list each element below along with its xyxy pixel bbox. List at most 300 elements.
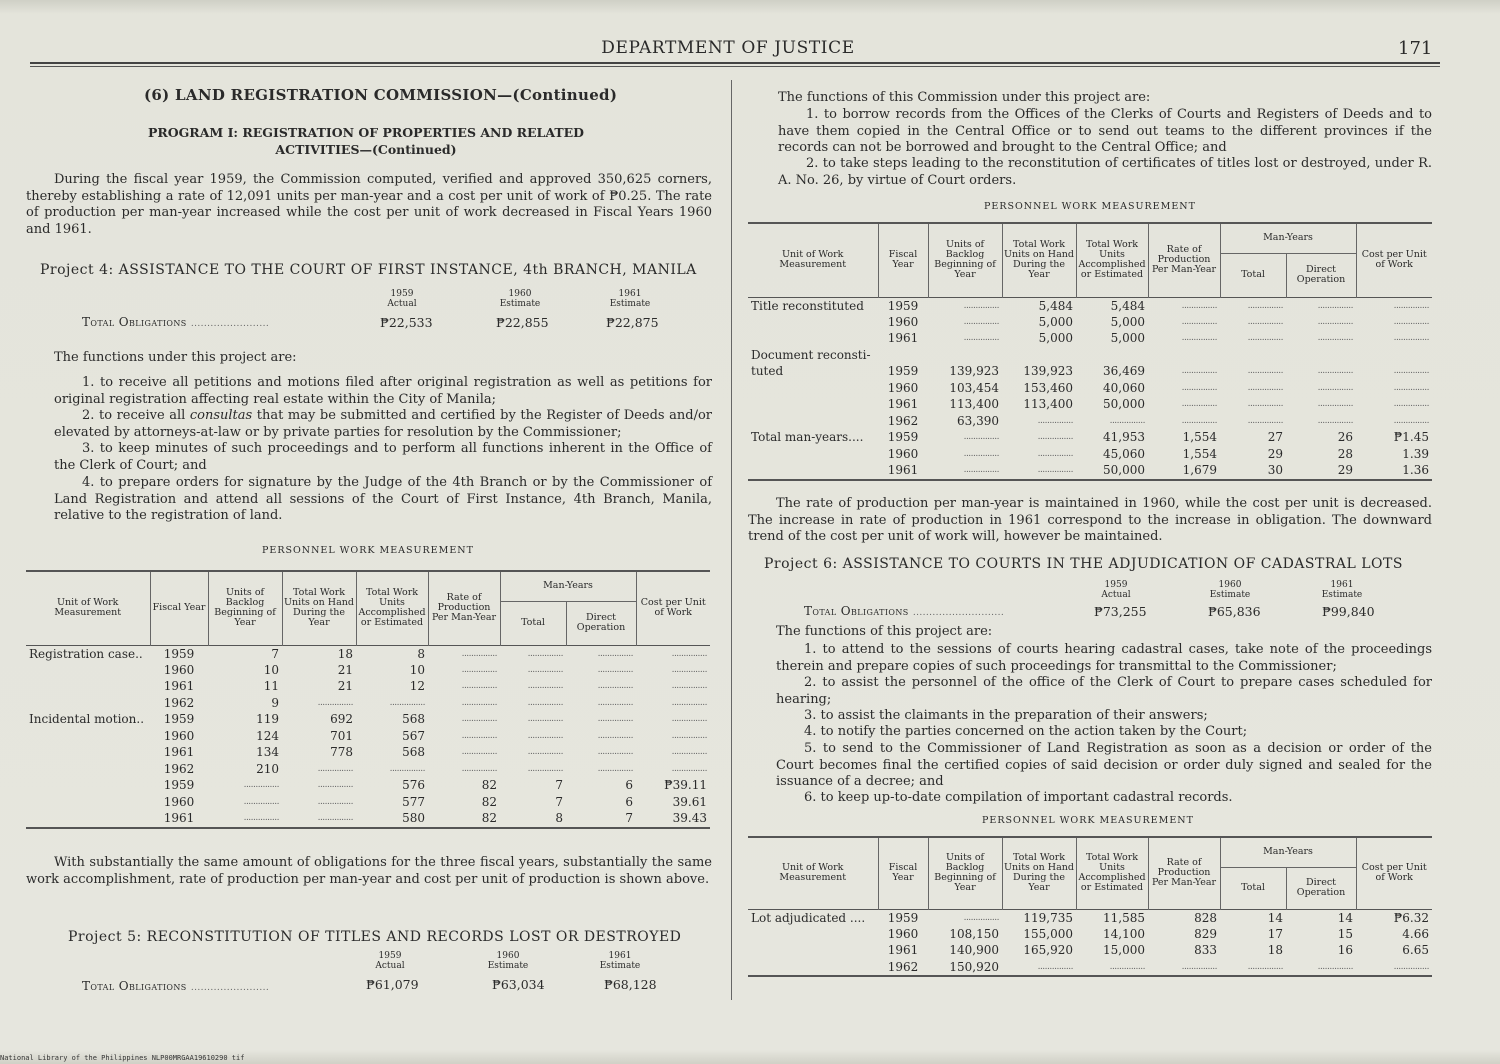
cell-backlog: 9 (271, 695, 279, 710)
th-on-hand: Total Work Units on Hand During the Year (282, 571, 356, 645)
cell-year: 1959 (163, 712, 195, 727)
leader-dots: ............... (1247, 382, 1283, 393)
cell-direct: 28 (1337, 446, 1353, 461)
cell-cost: 1.39 (1402, 446, 1429, 461)
leader-dots: ............... (671, 664, 707, 675)
leader-dots: ............... (243, 780, 279, 791)
cell-on-hand: 139,923 (1023, 364, 1073, 379)
empty-cell (1356, 347, 1432, 364)
empty-cell (1220, 347, 1286, 364)
th-accomplished: Total Work Units Accomplished or Estimated (1076, 223, 1148, 297)
cell-on-hand: 18 (337, 646, 353, 661)
th-rate: Rate of Production Per Man-Year (1148, 223, 1220, 297)
table-row (748, 413, 1432, 430)
cell-backlog: 108,150 (949, 926, 999, 941)
cell-direct: 26 (1337, 430, 1353, 445)
cell-backlog: 113,400 (949, 397, 999, 412)
empty-cell (748, 462, 878, 480)
cell-total: 29 (1267, 446, 1283, 461)
cell-cost: ₱39.11 (664, 778, 707, 793)
leader-dots: ............... (389, 763, 425, 774)
table-row (748, 446, 1432, 463)
p5-total-label: Total Obligations ........................ (82, 979, 270, 993)
header-rule-thin (30, 66, 1440, 67)
th-accomplished: Total Work Units Accomplished or Estimated (1076, 837, 1148, 909)
cell-direct: 15 (1337, 926, 1353, 941)
cell-cost: 6.65 (1402, 943, 1429, 958)
cell-on-hand: 701 (330, 728, 353, 743)
leader-dots: ............... (1317, 333, 1353, 344)
cell-acc: 45,060 (1103, 446, 1145, 461)
table-row (748, 380, 1432, 397)
table-row (26, 810, 710, 828)
th-cost: Cost per Unit of Work (1356, 223, 1432, 297)
leader-dots: ............... (527, 681, 563, 692)
cell-acc: 5,000 (1110, 314, 1145, 329)
cell-cost: ₱6.32 (1393, 910, 1429, 925)
leader-dots: ............... (963, 448, 999, 459)
p6-functions-intro: The functions of this project are: (776, 624, 993, 639)
p6-function-2: 2. to assist the personnel of the office of the Clerk of Court to prepare cases scheduled for hearing; (776, 675, 1432, 707)
empty-cell (26, 794, 150, 811)
table-row (26, 711, 710, 728)
empty-cell (748, 396, 878, 413)
p5-work-measurement-table (748, 222, 1432, 481)
cell-acc: 40,060 (1103, 380, 1145, 395)
th-fiscal: Fiscal Year (878, 837, 928, 909)
cell-total: 7 (555, 778, 563, 793)
leader-dots: ............... (597, 697, 633, 708)
cell-year: 1959 (163, 778, 195, 793)
cell-rate: 82 (481, 778, 497, 793)
th-backlog: Units of Backlog Beginning of Year (208, 571, 282, 645)
th-fiscal: Fiscal Year (150, 571, 208, 645)
cell-year: 1962 (887, 959, 919, 974)
th-man-years: Man-Years (1220, 837, 1356, 867)
cell-cost: 39.61 (672, 794, 707, 809)
th-direct: Direct Operation (566, 601, 636, 645)
empty-cell (748, 926, 878, 943)
p4-pwm-caption: PERSONNEL WORK MEASUREMENT (262, 545, 474, 556)
cell-acc: 567 (402, 728, 425, 743)
column-divider (731, 80, 732, 1000)
cell-year: 1959 (887, 910, 919, 925)
table-row (748, 396, 1432, 413)
leader-dots: ............... (1317, 300, 1353, 311)
empty-cell (26, 810, 150, 828)
cell-label: Lot adjudicated .... (751, 910, 866, 925)
leader-dots: ............... (461, 714, 497, 725)
p6-pwm-caption: PERSONNEL WORK MEASUREMENT (982, 815, 1194, 826)
leader-dots: ............... (1037, 465, 1073, 476)
p4-function-2: 2. to receive all consultas that may be submitted and certified by the Register of Deeds and/or elevated by attorneys-at-law or by private parties for resolution by the Commissioner; (54, 408, 712, 440)
empty-cell (748, 959, 878, 977)
p5-functions-intro: The functions of this Commission under this project are: (778, 90, 1151, 105)
cell-on-hand: 778 (330, 745, 353, 760)
leader-dots: ............... (461, 664, 497, 675)
cell-acc: 15,000 (1103, 943, 1145, 958)
p5-function-1: 1. to borrow records from the Offices of the Clerks of Courts and Registers of Deeds and to have them copied in the Central Office or to send out teams to the different provinces if the records can not be borrowed and brought to the Central Office; and (778, 107, 1432, 155)
th-accomplished: Total Work Units Accomplished or Estimated (356, 571, 428, 645)
p5-total-1959: ₱61,079 (366, 977, 419, 992)
empty-cell (748, 330, 878, 347)
header-rule (30, 62, 1440, 64)
cell-year: 1959 (887, 430, 919, 445)
cell-total: 17 (1267, 926, 1283, 941)
leader-dots: ............... (1247, 366, 1283, 377)
leader-dots: ............... (461, 648, 497, 659)
cell-label: Incidental motion.. (29, 712, 145, 727)
empty-cell (1002, 347, 1076, 364)
leader-dots: ............... (1393, 961, 1429, 972)
empty-cell (928, 347, 1002, 364)
table-row (26, 744, 710, 761)
cell-year: 1959 (163, 646, 195, 661)
leader-dots: ............... (243, 796, 279, 807)
cell-acc: 10 (409, 662, 425, 677)
cell-year: 1961 (887, 331, 919, 346)
cell-acc: 5,000 (1110, 331, 1145, 346)
cell-year: 1959 (887, 364, 919, 379)
p6-function-4: 4. to notify the parties concerned on the action taken by the Court; (804, 724, 1248, 739)
project-6-title: Project 6: ASSISTANCE TO COURTS IN THE ADJUDICATION OF CADASTRAL LOTS (764, 556, 1403, 572)
leader-dots: ............... (1181, 415, 1217, 426)
cell-rate: 1,554 (1182, 446, 1217, 461)
cell-acc: 50,000 (1103, 463, 1145, 478)
p6-function-6: 6. to keep up-to-date compilation of important cadastral records. (804, 790, 1233, 805)
p6-col-1960: 1960 Estimate (1209, 580, 1251, 600)
leader-dots: ............... (671, 648, 707, 659)
leader-dots: ............... (963, 333, 999, 344)
cell-year: 1960 (887, 446, 919, 461)
cell-acc: 8 (417, 646, 425, 661)
leader-dots: ............... (671, 681, 707, 692)
cell-year: 1961 (887, 397, 919, 412)
p6-total-1961: ₱99,840 (1322, 604, 1375, 619)
leader-dots: ............... (1393, 366, 1429, 377)
leader-dots: ............... (527, 648, 563, 659)
p4-total-1959: ₱22,533 (380, 315, 433, 330)
p6-total-label: Total Obligations ............................ (804, 604, 1005, 618)
scan-footer-note: National Library of the Philippines NLP00MRGAA19610290 tif (0, 1054, 245, 1062)
leader-dots: ............... (461, 730, 497, 741)
leader-dots: ............... (1181, 399, 1217, 410)
cell-backlog: 7 (271, 646, 279, 661)
project-5-title: Project 5: RECONSTITUTION OF TITLES AND RECORDS LOST OR DESTROYED (68, 929, 682, 945)
cell-label: Registration case.. (29, 646, 143, 661)
cell-rate: 1,554 (1182, 430, 1217, 445)
cell-acc: 5,484 (1110, 298, 1145, 313)
cell-on-hand: 21 (337, 662, 353, 677)
table-row (748, 926, 1432, 943)
cell-year: 1961 (887, 943, 919, 958)
leader-dots: ............... (1037, 961, 1073, 972)
leader-dots: ............... (317, 813, 353, 824)
cell-acc: 577 (402, 794, 425, 809)
cell-year: 1960 (163, 794, 195, 809)
cell-label: Total man-years.... (751, 430, 864, 445)
leader-dots: ............... (527, 664, 563, 675)
cell-backlog: 63,390 (957, 413, 999, 428)
p4-summary: With substantially the same amount of obligations for the three fiscal years, substantially the same work accomplishment, rate of production per man-year and cost per unit of production is shown above. (26, 855, 712, 887)
p4-function-4: 4. to prepare orders for signature by the Judge of the 4th Branch or by the Commissioner of Land Registration and attend all sessions of the Court of First Instance, 4th Branch, Manila, relative to the registration of land. (54, 475, 712, 523)
table-row (748, 297, 1432, 314)
p5-col-1959: 1959 Actual (375, 951, 405, 971)
table-row (26, 728, 710, 745)
table-row (26, 777, 710, 794)
p6-total-1960: ₱65,836 (1208, 604, 1261, 619)
leader-dots: ............... (597, 730, 633, 741)
cell-direct: 6 (625, 794, 633, 809)
cell-total: 30 (1267, 463, 1283, 478)
leader-dots: ............... (1247, 333, 1283, 344)
leader-dots: ............... (1037, 415, 1073, 426)
leader-dots: ............... (963, 912, 999, 923)
cell-backlog: 140,900 (949, 943, 999, 958)
cell-rate: 833 (1194, 943, 1217, 958)
table-row (748, 330, 1432, 347)
empty-cell (878, 347, 928, 364)
leader-dots: ............... (461, 747, 497, 758)
cell-year: 1961 (163, 679, 195, 694)
table-row (26, 662, 710, 679)
p5-col-1961: 1961 Estimate (599, 951, 641, 971)
leader-dots: ............... (527, 730, 563, 741)
cell-backlog: 11 (263, 679, 279, 694)
cell-rate: 829 (1194, 926, 1217, 941)
leader-dots: ............... (461, 763, 497, 774)
leader-dots: ............... (1181, 300, 1217, 311)
leader-dots: ............... (527, 714, 563, 725)
empty-cell (1286, 347, 1356, 364)
leader-dots: ............... (1393, 316, 1429, 327)
cell-backlog: 103,454 (949, 380, 999, 395)
leader-dots: ............... (389, 697, 425, 708)
table-row (26, 794, 710, 811)
empty-cell (26, 695, 150, 712)
cell-backlog: 124 (256, 728, 279, 743)
th-rate: Rate of Production Per Man-Year (428, 571, 500, 645)
cell-total: 18 (1267, 943, 1283, 958)
p4-col-1960: 1960 Estimate (499, 289, 541, 309)
leader-dots: ............... (1393, 382, 1429, 393)
table-row (748, 959, 1432, 977)
leader-dots: ............... (1181, 961, 1217, 972)
leader-dots: ............... (597, 747, 633, 758)
leader-dots: ............... (1317, 316, 1353, 327)
empty-cell (748, 314, 878, 331)
empty-cell (26, 662, 150, 679)
cell-acc: 36,469 (1103, 364, 1145, 379)
cell-year: 1960 (163, 662, 195, 677)
cell-year: 1962 (163, 695, 195, 710)
leader-dots: ............... (1181, 382, 1217, 393)
cell-on-hand: 5,000 (1038, 331, 1073, 346)
cell-backlog: 150,920 (949, 959, 999, 974)
leader-dots: ............... (597, 664, 633, 675)
cell-backlog: 139,923 (949, 364, 999, 379)
p4-total-1960: ₱22,855 (496, 315, 549, 330)
empty-cell (1148, 347, 1220, 364)
cell-year: 1960 (163, 728, 195, 743)
empty-cell (26, 761, 150, 778)
cell-cost: ₱1.45 (1393, 430, 1429, 445)
cell-on-hand: 165,920 (1023, 943, 1073, 958)
p6-function-1: 1. to attend to the sessions of courts hearing cadastral cases, take note of the proceedings therein and prepare copies of such proceedings for transmittal to the Commissioner; (776, 642, 1432, 674)
table-row (748, 314, 1432, 331)
cell-rate: 828 (1194, 910, 1217, 925)
cell-label: Title reconstituted (751, 298, 864, 313)
leader-dots: ............... (1247, 316, 1283, 327)
cell-on-hand: 692 (330, 712, 353, 727)
leader-dots: ............... (461, 681, 497, 692)
cell-year: 1960 (887, 314, 919, 329)
th-fiscal: Fiscal Year (878, 223, 928, 297)
leader-dots: ............... (671, 747, 707, 758)
project-4-title: Project 4: ASSISTANCE TO THE COURT OF FIRST INSTANCE, 4th BRANCH, MANILA (40, 262, 697, 278)
p4-function-1: 1. to receive all petitions and motions filed after original registration as well as petitions for original registration affecting real estate within the City of Manila; (54, 375, 712, 407)
leader-dots: ............... (243, 813, 279, 824)
th-direct: Direct Operation (1286, 867, 1356, 909)
leader-dots: ............... (671, 697, 707, 708)
th-on-hand: Total Work Units on Hand During the Year (1002, 223, 1076, 297)
leader-dots: ............... (1317, 366, 1353, 377)
leader-dots: ............... (963, 300, 999, 311)
empty-cell (26, 744, 150, 761)
page-number: 171 (1398, 38, 1433, 59)
th-unit: Unit of Work Measurement (748, 837, 878, 909)
running-header: DEPARTMENT OF JUSTICE (601, 38, 855, 58)
leader-dots: ............... (1247, 300, 1283, 311)
section-title: (6) LAND REGISTRATION COMMISSION—(Continued) (144, 86, 618, 104)
cell-acc: 568 (402, 712, 425, 727)
p6-total-1959: ₱73,255 (1094, 604, 1147, 619)
empty-cell (748, 380, 878, 397)
leader-dots: ............... (671, 730, 707, 741)
th-rate: Rate of Production Per Man-Year (1148, 837, 1220, 909)
program-title (86, 124, 646, 158)
cell-on-hand: 155,000 (1023, 926, 1073, 941)
p6-col-1959: 1959 Actual (1101, 580, 1131, 600)
th-man-years: Man-Years (500, 571, 636, 601)
cell-on-hand: 21 (337, 679, 353, 694)
leader-dots: ............... (597, 714, 633, 725)
cell-year: 1959 (887, 298, 919, 313)
cell-rate: 82 (481, 811, 497, 826)
leader-dots: ............... (1181, 333, 1217, 344)
p4-col-1959: 1959 Actual (387, 289, 417, 309)
p5-total-1961: ₱68,128 (604, 977, 657, 992)
cell-acc: 580 (402, 811, 425, 826)
leader-dots: ............... (1317, 961, 1353, 972)
cell-year: 1961 (163, 745, 195, 760)
cell-direct: 14 (1337, 910, 1353, 925)
p6-function-5: 5. to send to the Commissioner of Land Registration as soon as a decision or order of the Court becomes final the certified copies of said decision or order duly signed and sealed for the issuance of a decree; and (776, 741, 1432, 789)
p4-col-1961: 1961 Estimate (609, 289, 651, 309)
leader-dots: ............... (597, 763, 633, 774)
th-direct: Direct Operation (1286, 253, 1356, 297)
leader-dots: ............... (963, 432, 999, 443)
leader-dots: ............... (671, 763, 707, 774)
cell-total: 7 (555, 794, 563, 809)
empty-cell (748, 413, 878, 430)
th-cost: Cost per Unit of Work (1356, 837, 1432, 909)
leader-dots: ............... (317, 796, 353, 807)
th-cost: Cost per Unit of Work (636, 571, 710, 645)
th-backlog: Units of Backlog Beginning of Year (928, 223, 1002, 297)
cell-year: 1960 (887, 926, 919, 941)
cell-year: 1960 (887, 380, 919, 395)
cell-acc: 576 (402, 778, 425, 793)
leader-dots: ............... (597, 681, 633, 692)
table-row (748, 347, 1432, 364)
cell-acc: 12 (409, 679, 425, 694)
table-row (748, 942, 1432, 959)
leader-dots: ............... (597, 648, 633, 659)
leader-dots: ............... (317, 697, 353, 708)
p5-pwm-caption: PERSONNEL WORK MEASUREMENT (984, 201, 1196, 212)
cell-backlog: 10 (263, 662, 279, 677)
cell-direct: 6 (625, 778, 633, 793)
empty-cell (748, 446, 878, 463)
cell-total: 27 (1267, 430, 1283, 445)
leader-dots: ............... (1317, 382, 1353, 393)
cell-label: Document reconsti- (751, 347, 871, 362)
cell-total: 8 (555, 811, 563, 826)
program-title-line-2: ACTIVITIES—(Continued) (275, 142, 457, 157)
th-total: Total (1220, 867, 1286, 909)
th-unit: Unit of Work Measurement (26, 571, 150, 645)
table-row (26, 645, 710, 662)
leader-dots: ............... (1037, 432, 1073, 443)
cell-on-hand: 119,735 (1023, 910, 1073, 925)
empty-cell (26, 678, 150, 695)
cell-backlog: 119 (256, 712, 279, 727)
cell-cost: 1.36 (1402, 463, 1429, 478)
leader-dots: ............... (1393, 333, 1429, 344)
leader-dots: ............... (1393, 399, 1429, 410)
program-title-line-1: PROGRAM I: REGISTRATION OF PROPERTIES AND RELATED (147, 125, 585, 140)
leader-dots: ............... (1247, 415, 1283, 426)
table-row (748, 363, 1432, 380)
p4-function-3: 3. to keep minutes of such proceedings and to perform all functions inherent in the Office of the Clerk of Court; and (54, 441, 712, 473)
cell-acc: 50,000 (1103, 397, 1145, 412)
cell-direct: 7 (625, 811, 633, 826)
cell-acc: 14,100 (1103, 926, 1145, 941)
table-row (748, 909, 1432, 926)
p5-col-1960: 1960 Estimate (487, 951, 529, 971)
leader-dots: ............... (671, 714, 707, 725)
cell-on-hand: 113,400 (1023, 397, 1073, 412)
table-row (26, 695, 710, 712)
leader-dots: ............... (1247, 961, 1283, 972)
table-row (26, 678, 710, 695)
cell-year: 1962 (163, 761, 195, 776)
p6-col-1961: 1961 Estimate (1321, 580, 1363, 600)
p4-total-label: Total Obligations ........................ (82, 315, 270, 329)
table-row (748, 429, 1432, 446)
cell-backlog: 210 (256, 761, 279, 776)
leader-dots: ............... (461, 697, 497, 708)
th-total: Total (500, 601, 566, 645)
leader-dots: ............... (527, 747, 563, 758)
cell-rate: 1,679 (1182, 463, 1217, 478)
cell-on-hand: 5,484 (1038, 298, 1073, 313)
cell-label: tuted (751, 364, 784, 379)
leader-dots: ............... (963, 465, 999, 476)
cell-total: 14 (1267, 910, 1283, 925)
leader-dots: ............... (963, 316, 999, 327)
